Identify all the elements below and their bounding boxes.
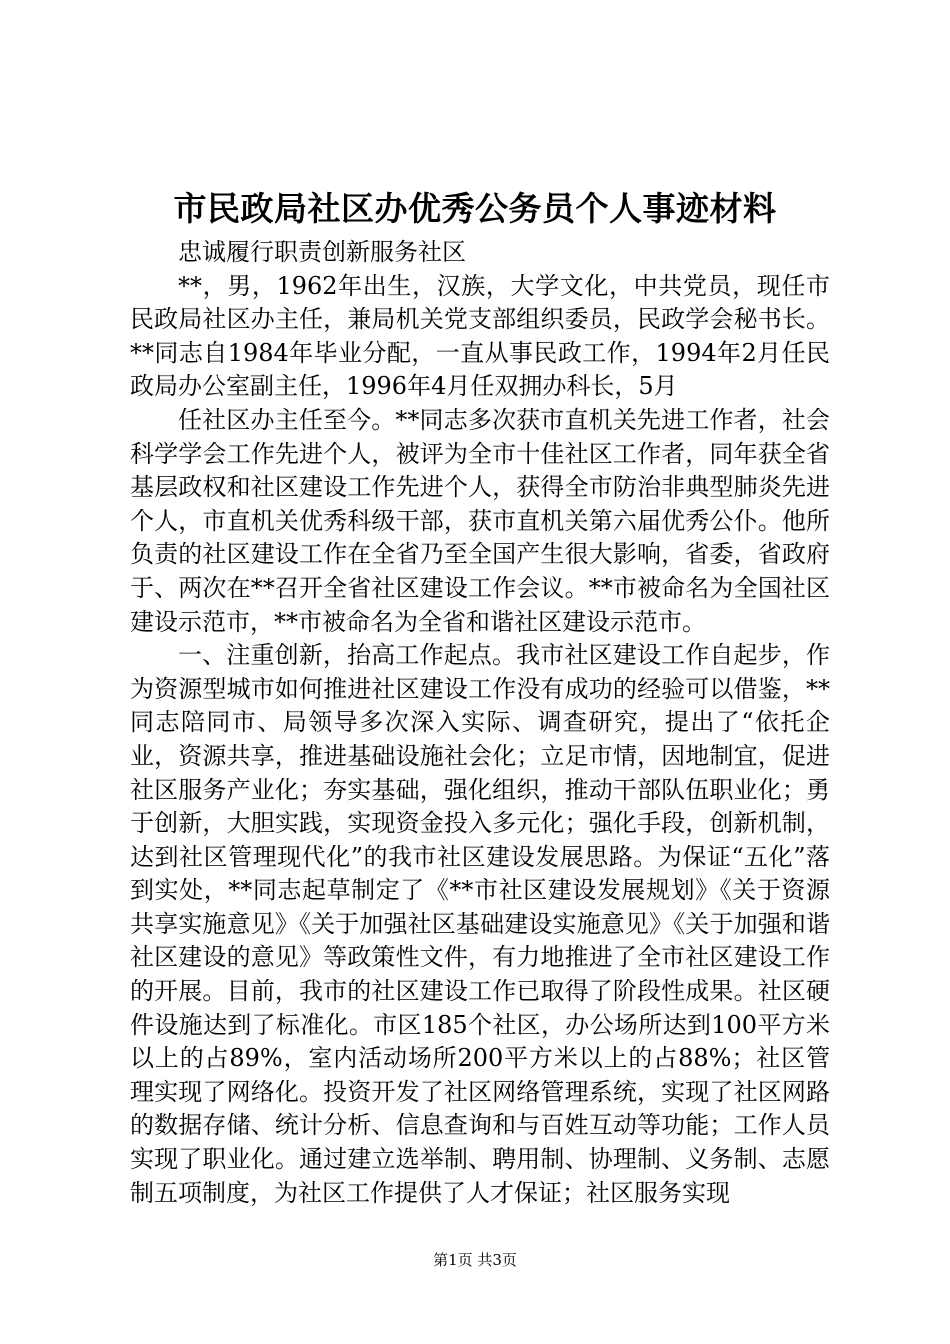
body-paragraph-3: 一、注重创新，抬高工作起点。我市社区建设工作自起步，作为资源型城市如何推进社区建设工作没有成功的经验可以借鉴，**同志陪同市、局领导多次深入实际、调查研究，提出了“依托企业，资源共享，推进基础设施社会化；立足市情，因地制宜，促进社区服务产业化；夯实基础，强化组织，推动干部队伍职业化；勇于创新，大胆实践，实现资金投入多元化；强化手段，创新机制，达到社区管理现代化”的我市社区建设发展思路。为保证“五化”落到实处，**同志起草制定了《**市社区建设发展规划》《关于资源共享实施意见》《关于加强社区基础建设实施意见》《关于加强和谐社区建设的意见》等政策性文件，有力地推进了全市社区建设工作的开展。目前，我市的社区建设工作已取得了阶段性成果。社区硬件设施达到了标准化。市区185个社区，办公场所达到100平方米以上的占89%，室内活动场所200平方米以上的占88%；社区管理实现了网络化。投资开发了社区网络管理系统，实现了社区网路的数据存储、统计分析、信息查询和与百姓互动等功能；工作人员实现了职业化。通过建立选举制、聘用制、协理制、义务制、志愿制五项制度，为社区工作提供了人才保证；社区服务实现: [130, 641, 830, 1207]
document-title: 市民政局社区办优秀公务员个人事迹材料: [173, 189, 777, 228]
body-paragraph-2: 任社区办主任至今。**同志多次获市直机关先进工作者，社会科学学会工作先进个人，被评为全市十佳社区工作者，同年获全省基层政权和社区建设工作先进个人，获得全市防治非典型肺炎先进个人，市直机关优秀科级干部，获市直机关第六届优秀公仆。他所负责的社区建设工作在全省乃至全国产生很大影响，省委，省政府于、两次在**召开全省社区建设工作会议。**市被命名为全国社区建设示范市，**市被命名为全省和谐社区建设示范市。: [130, 405, 830, 636]
document-body: [130, 236, 830, 1210]
subtitle-paragraph: 忠诚履行职责创新服务社区: [178, 238, 466, 266]
page-number: 第1页 共3页: [433, 1251, 517, 1269]
body-paragraph-1: **，男，1962年出生，汉族，大学文化，中共党员，现任市民政局社区办主任，兼局机关党支部组织委员，民政学会秘书长。**同志自1984年毕业分配，一直从事民政工作，1994年2月任民政局办公室副主任，1996年4月任双拥办科长，5月: [130, 271, 830, 401]
page-footer: [0, 1250, 950, 1270]
